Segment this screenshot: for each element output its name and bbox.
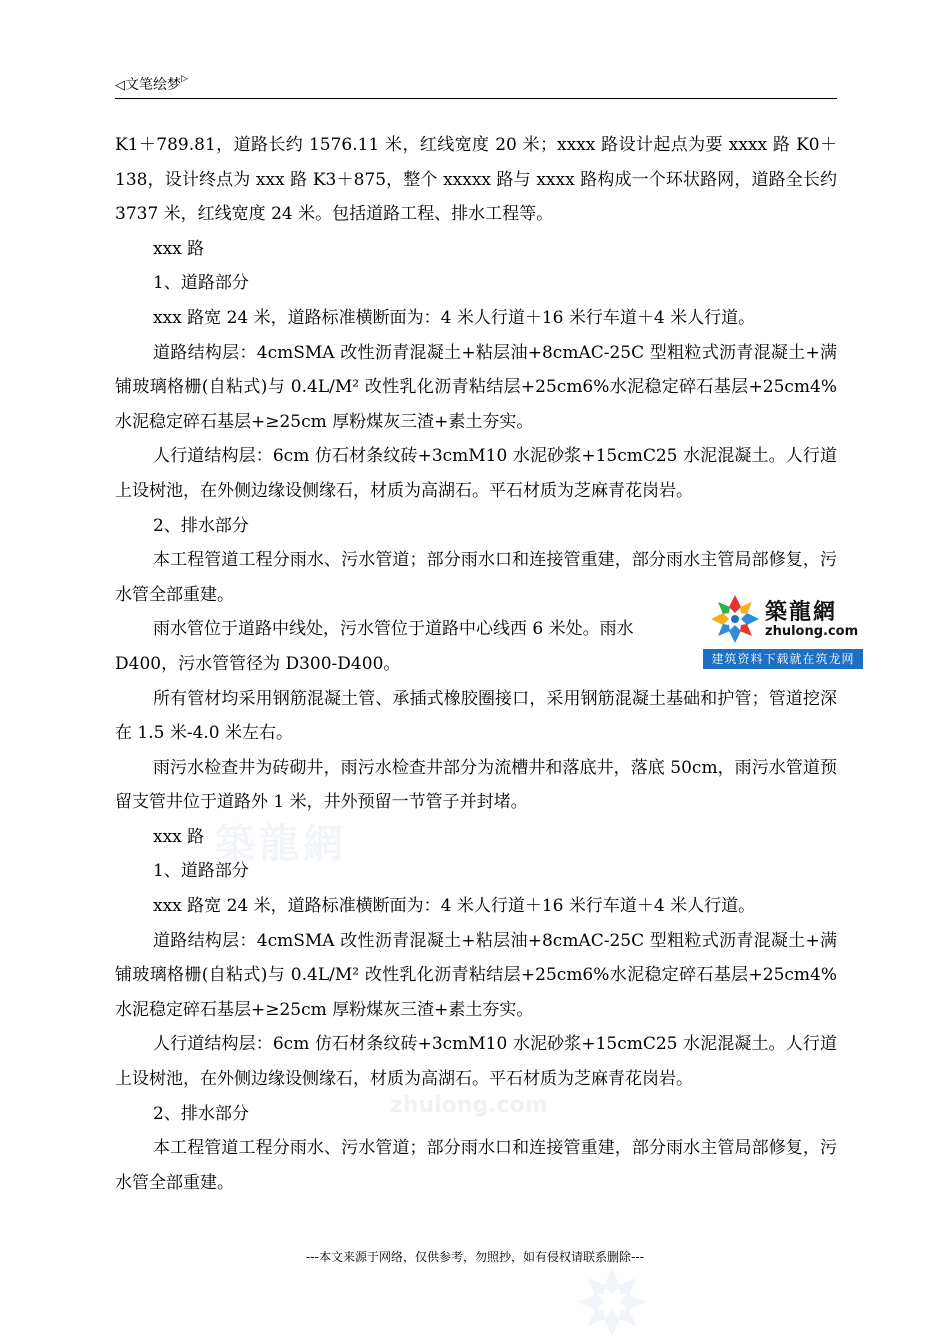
paragraph: 雨污水检查井为砖砌井，雨污水检查井部分为流槽井和落底井，落底 50cm，雨污水管道预留支管井位于道路外 1 米，井外预留一节管子并封堵。 xyxy=(115,757,837,813)
section-heading-road-b: xxx 路 xyxy=(153,826,205,847)
paragraph: 人行道结构层：6cm 仿石材条纹砖+3cmM10 水泥砂浆+15cmC25 水泥混凝土。人行道上设树池，在外侧边缘设侧缘石，材质为高湖石。平石材质为芝麻青花岗岩。 xyxy=(115,1034,837,1090)
snowflake-logo-icon xyxy=(707,591,763,647)
paragraph: xxx 路宽 24 米，道路标准横断面为：4 米人行道＋16 米行车道＋4 米人行道。 xyxy=(153,896,756,917)
paragraph: 道路结构层：4cmSMA 改性沥青混凝土+粘层油+8cmAC-25C 型粗粒式沥青混凝土+满铺玻璃格栅(自粘式)与 0.4L/M² 改性乳化沥青粘结层+25cm6%水泥稳定碎石基层+25cm4%水泥稳定碎石基层+≥25cm 厚粉煤灰三渣+素土夯实。 xyxy=(115,342,837,432)
paragraph: xxx 路宽 24 米，道路标准横断面为：4 米人行道＋16 米行车道＋4 米人行道。 xyxy=(153,307,756,328)
right-triangle-icon: ▷ xyxy=(181,74,188,84)
paragraph: K1＋789.81，道路长约 1576.11 米，红线宽度 20 米；xxxx 路设计起点为要 xxxx 路 K0＋138，设计终点为 xxx 路 K3＋875，整个 xxxxx 路与 xxxx 路构成一个环状路网，道路全长约 3737 米，红线宽度 24 米。包括道路工程、排水工程等。 xyxy=(115,135,837,225)
left-triangle-icon: ◁ xyxy=(115,78,125,93)
paragraph: 雨水管位于道路中线处，污水管位于道路中心线西 6 米处。雨水 xyxy=(153,619,634,640)
page-header xyxy=(115,72,837,99)
header-title-text: 文笔绘梦 xyxy=(125,77,181,93)
paragraph: 道路结构层：4cmSMA 改性沥青混凝土+粘层油+8cmAC-25C 型粗粒式沥青混凝土+满铺玻璃格栅(自粘式)与 0.4L/M² 改性乳化沥青粘结层+25cm6%水泥稳定碎石基层+25cm4%水泥稳定碎石基层+≥25cm 厚粉煤灰三渣+素土夯实。 xyxy=(115,930,837,1020)
subsection-heading-road: 1、道路部分 xyxy=(153,861,249,882)
page-footer: ---本文来源于网络，仅供参考，勿照抄，如有侵权请联系删除--- xyxy=(306,1250,644,1264)
section-heading-road-a: xxx 路 xyxy=(153,238,205,259)
logo-domain: zhulong.com xyxy=(765,624,859,639)
subsection-heading-drainage: 2、排水部分 xyxy=(153,1103,249,1124)
subsection-heading-road: 1、道路部分 xyxy=(153,273,249,294)
watermark-logo-text: 築龍網 xyxy=(215,821,347,867)
zhulong-logo xyxy=(703,591,863,669)
logo-slogan: 建筑资料下载就在筑龙网 xyxy=(703,649,863,669)
subsection-heading-drainage: 2、排水部分 xyxy=(153,515,249,536)
paragraph: 本工程管道工程分雨水、污水管道；部分雨水口和连接管重建，部分雨水主管局部修复，污水管全部重建。 xyxy=(115,1138,837,1193)
watermark-snowflake-icon xyxy=(572,1262,652,1342)
logo-name: 築龍網 xyxy=(765,600,838,625)
paragraph: D400，污水管管径为 D300-D400。 xyxy=(115,653,401,674)
logo-top xyxy=(703,591,863,647)
paragraph: 人行道结构层：6cm 仿石材条纹砖+3cmM10 水泥砂浆+15cmC25 水泥混凝土。人行道上设树池，在外侧边缘设侧缘石，材质为高湖石。平石材质为芝麻青花岗岩。 xyxy=(115,446,837,501)
watermark-domain-text: zhulong.com xyxy=(390,1093,548,1118)
header-title xyxy=(115,74,188,94)
paragraph: 本工程管道工程分雨水、污水管道；部分雨水口和连接管重建，部分雨水主管局部修复，污水管全部重建。 xyxy=(115,550,837,605)
paragraph: 所有管材均采用钢筋混凝土管、承插式橡胶圈接口，采用钢筋混凝土基础和护管；管道挖深在 1.5 米-4.0 米左右。 xyxy=(115,688,837,744)
